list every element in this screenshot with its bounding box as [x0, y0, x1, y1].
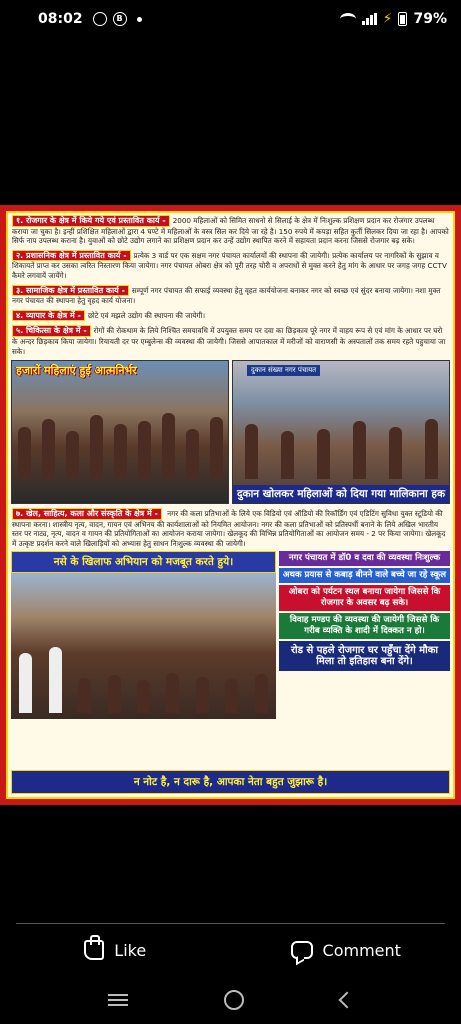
photo-shop-handover [232, 360, 450, 504]
like-label: Like [114, 940, 147, 960]
poster-row-5 [8, 323, 453, 358]
poster-row-1 [8, 213, 453, 248]
status-time: 08:02 [38, 11, 83, 27]
info-box: नगर पंचायत में डॉ0 व दवा की व्यवस्था निःशुल्क [279, 551, 450, 566]
photo-caption: हजारों महिलाएं हुई आत्मनिर्भर [16, 364, 137, 378]
poster-row-7 [8, 506, 453, 550]
status-bar [0, 0, 461, 38]
poster-row-2 [8, 248, 453, 283]
home-button[interactable] [224, 990, 244, 1010]
notification-dot-icon [137, 17, 142, 22]
row-text: नगर की कला प्रतिभाओं के लिये एक विडियो एवं ऑडियो की रिकॉर्डिंग एवं एडिटिंग सुविधा युक्त स्टूडियो की स्थापना करना। शास्त्रीय नृत्य, वादन, गायन एवं अभिनय की कार्यशालाओं को नियमित आयोजन। नगर की कला प्रतिभाओं को प्रतिस्पर्धी बनाने के लिये अखिल भारतीय स्तर पर नाट्य, नृत्य, वादन व गायन की प्रतियोगिताओं का आयोजन कराया जायेगा। खेलकूद की विभिन्न प्रतियोगिताओं का आयोजन समय - 2 पर किया जायेगा। खेलकूद में उत्कृष्ट प्रदर्शन करने वाले खिलाड़ियों को अभ्यास हेतु साधन निःशुल्क व्यवस्था की जायेगी। [12, 509, 446, 548]
row-tag: १. रोजगार के क्षेत्र में किये गये एवं प्रस्तावित कार्य - [12, 215, 170, 227]
row-tag: ७. खेल, साहित्य, कला और संस्कृति के क्षेत्र में - [12, 508, 162, 520]
campaign-photo [11, 573, 276, 719]
row-text: 2000 महिलाओं को सिमित साधनो से सिलाई के क्षेत्र में निःशुल्क प्रशिक्षण प्रदान कर रोजगार उपलब्ध कराया जा चुका है। इन्हीं प्रशिक्षित महिलाओं द्वारा 4 घण्टे में महिलाओं के वस्त्र सिल कर दिये जा रहे है। 150 रुपये में कपड़ा सहित कुर्ती सिलकर दिया जा रहा है। आपको सिर्फ नाप उपलब्ध कराना है। युवाओं को छोटे उद्योग लगाने का प्रशिक्षण प्रदान कर उन्हें उद्योग स्थापित करने में सहायता प्रदान करना जिससे रोजगार बढ़ सके। [12, 216, 449, 246]
like-button[interactable] [0, 940, 231, 960]
info-box: ओबरा को पर्यटन स्थल बनाया जायेगा जिससे कि रोजगार के अवसर बढ़ सके। [279, 585, 450, 611]
row-tag: २. प्रशासनिक क्षेत्र में प्रस्तावित कार्य - [12, 250, 131, 262]
whatsapp-icon [93, 12, 107, 26]
shop-banner: दुकान खोलकर महिलाओं को दिया गया मालिकाना हक [233, 485, 449, 503]
comment-button[interactable] [231, 941, 461, 960]
recents-button[interactable] [108, 994, 128, 1006]
row-text: सम्पूर्ण नगर पंचायत की सफाई व्यवस्था हेतु वृहत कार्ययोजना बनाकर नगर को स्वच्छ एवं सुंदर बनाया जायेगा। नशा मुक्त नगर पंचायत की स्थापना हेतु वृहद कार्य योजना। [12, 285, 441, 306]
row-tag: ४. व्यापार के क्षेत्र में - [12, 310, 85, 322]
poster-row-3 [8, 283, 453, 308]
divider [16, 923, 445, 924]
row-tag: ३. सामाजिक क्षेत्र में प्रस्तावित कार्य - [12, 285, 129, 297]
photo-women-self-reliant [11, 360, 229, 504]
thumbs-up-icon [84, 940, 104, 960]
poster-image[interactable] [0, 205, 461, 805]
row-tag: ५. चिकित्सा के क्षेत्र में - [12, 325, 91, 337]
row-text: रोगों की रोकथाम के लिये निश्चित समयावधि में उपयुक्त समय पर दवा का छिड़काव पूरे नगर में वाहय रूप से एवं मांग के आधार पर घरो के अन्दर छिड़काव किया जायेगा। रियायती दर पर एम्बुलेन्स की व्यवस्था की जायेगी। जिससे आपातकाल में मरीजों को वाराणसी के अस्पतालों तक समय रहते पहुचाया जा सके। [12, 326, 446, 356]
post-actions [0, 930, 461, 970]
poster-row-4 [8, 308, 453, 324]
info-box: विवाह मण्डप की व्यवस्था की जायेगी जिससे कि गरीब व्यक्ति के शादी में दिक्कत न हो। [279, 613, 450, 639]
wifi-icon [340, 13, 356, 25]
info-box: रोड से पहले रोजगार घर पहुँचा देंगे मौका मिला तो इतिहास बना देंगे। [279, 641, 450, 671]
system-nav-bar [0, 980, 461, 1020]
poster-footer: न नोट है, न दारू है, आपका नेता बहुत जुझारू है। [11, 770, 450, 794]
row-text: प्रत्येक 3 वार्ड पर एक सक्षम नगर पंचायत कार्यालयों की स्थापना की जायेगी। प्रत्येक कार्यालय पर नागरिकों के सुझाव व शिकायतें प्राप्त कर उसका त्वरित निस्तारण किया जायेगा। नगर पंचायत ओबरा क्षेत्र को पूरी तरह चोरी व अपराधों से मुक्त करने हेतु मांग के आधार पर जगह जगह CCTV कैमरे लगवायें जायेंगे। [12, 250, 447, 280]
shop-sign: दुकान संख्या नगर पंचायत [247, 365, 320, 376]
battery-percent: 79% [413, 11, 447, 27]
info-box: अथक प्रयास से कबाड़ बीनने वाले बच्चे जा रहे स्कूल [279, 568, 450, 583]
battery-icon [398, 12, 407, 26]
campaign-heading: नसे के खिलाफ अभियान को मजबूत करते हुये। [11, 551, 276, 573]
comment-icon [291, 941, 313, 959]
comment-label: Comment [322, 940, 401, 960]
b-icon: B [113, 12, 127, 26]
signal-icon [362, 13, 377, 25]
poster-inner [6, 211, 455, 799]
charging-icon: ⚡ [382, 11, 393, 27]
right-info-boxes [279, 551, 450, 719]
row-text: छोटे एवं मझले उद्योग की स्थापना की जायेगी। [87, 310, 206, 320]
back-button[interactable] [338, 992, 355, 1009]
